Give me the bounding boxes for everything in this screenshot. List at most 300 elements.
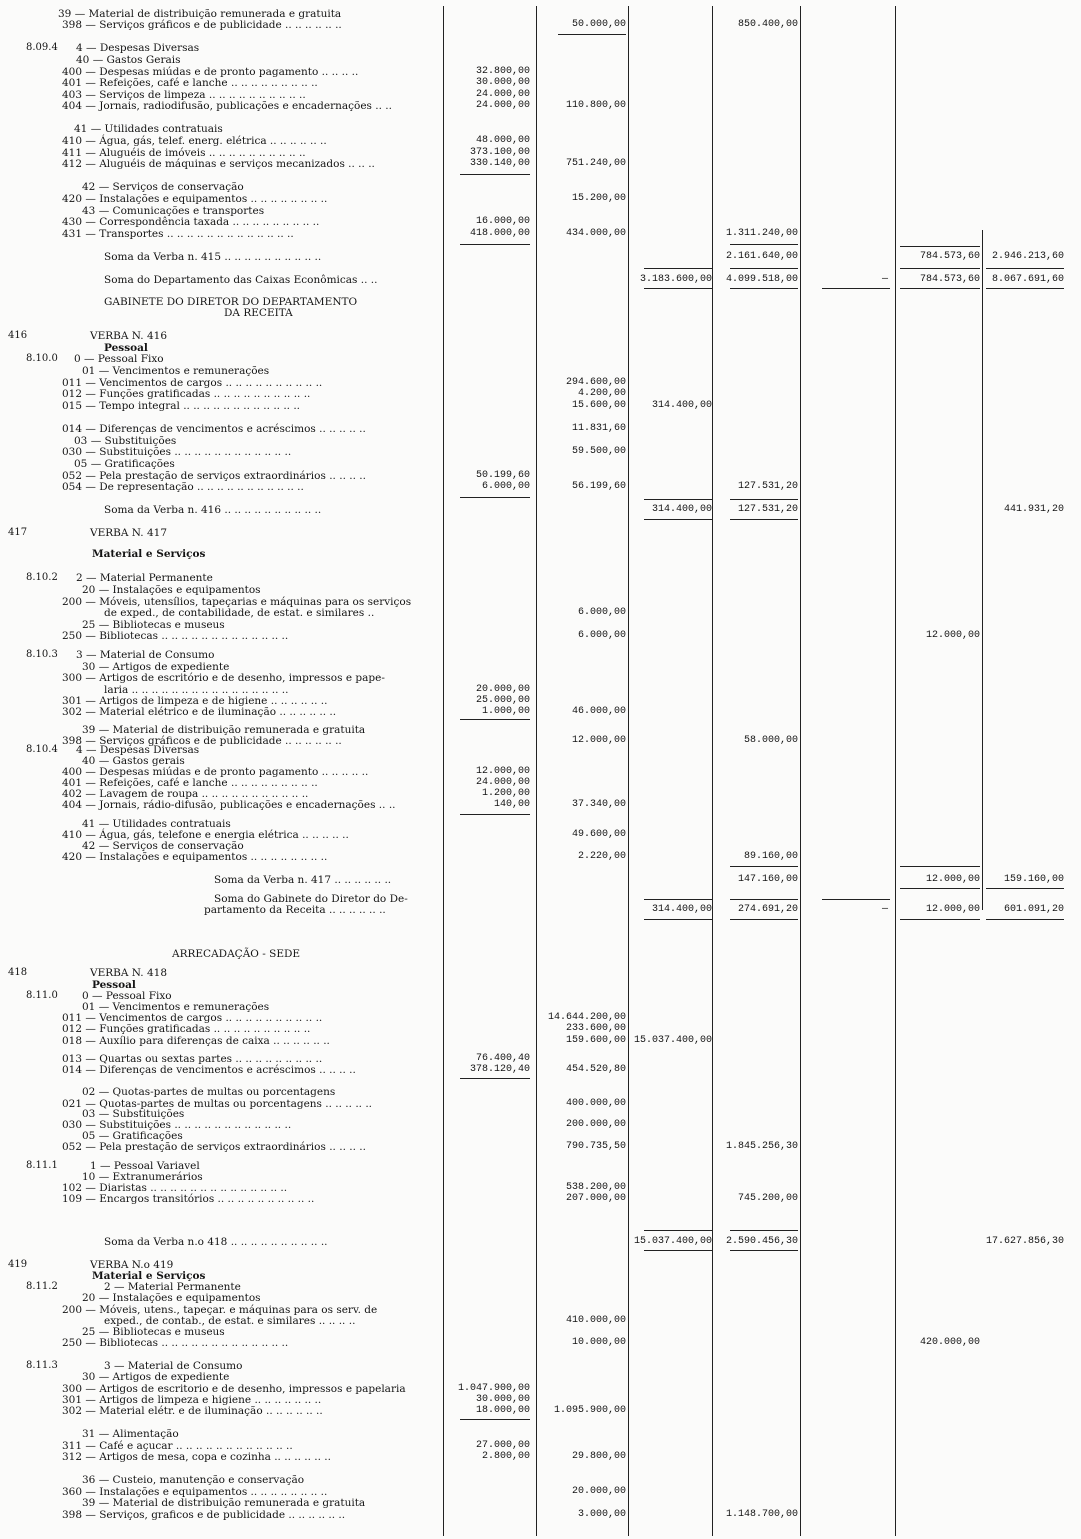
amount-c3: 3.183.600,00 [639,274,712,285]
ledger-line [0,874,1081,886]
amount-c1: 24.000,00 [475,89,530,100]
ledger-line [0,330,1081,342]
line-side-code: 8.11.0 [26,990,58,1001]
line-description: 03 — Substituições [74,435,177,447]
amount-c1: 24.000,00 [475,777,530,788]
amount-c4: 745.200,00 [737,1193,798,1204]
ledger-line [0,1474,1081,1486]
line-description: 401 — Refeições, café e lanche .. .. .. .. .. .. .. .. .. [62,777,318,789]
subtotal-rule [730,919,798,920]
amount-c1: 2.800,00 [481,1451,530,1462]
line-description: 410 — Água, gás, telefone e energia elétrica .. .. .. .. .. [62,829,349,841]
line-description: Soma do Departamento das Caixas Econômicas .. .. [104,274,378,286]
line-description: 05 — Gratificações [82,1130,183,1142]
line-description: 410 — Água, gás, telef. energ. elétrica .. .. .. .. .. .. [62,135,327,147]
amount-c1: 30.000,00 [475,77,530,88]
line-description: 401 — Refeições, café e lanche .. .. .. .. .. .. .. .. .. [62,77,318,89]
line-description: 400 — Despesas miúdas e de pronto pagamento .. .. .. .. .. [62,766,369,778]
line-description: 302 — Material elétr. e de iluminação .. .. .. .. .. .. [62,1405,323,1417]
ledger-line [0,193,1081,205]
ledger-line [0,77,1081,89]
line-description: 10 — Extranumerários [82,1171,203,1183]
line-description: 4 — Despesas Diversas [76,42,200,54]
amount-c1: 1.047.900,00 [457,1383,530,1394]
ledger-line [0,706,1081,718]
line-description: 42 — Serviços de conservação [82,840,244,852]
line-side-code: 419 [8,1259,28,1270]
line-description: 430 — Correspondência taxada .. .. .. .. .. .. .. .. .. [62,216,320,228]
line-description: 40 — Gastos Gerais [76,54,181,66]
line-description: 404 — Jornais, rádio-difusão, publicações e encadernações .. .. [62,799,396,811]
ledger-line [0,251,1081,263]
ledger-line [0,42,1081,54]
amount-c4: 850.400,00 [737,19,798,30]
line-description: 4 — Despesas Diversas [76,744,200,756]
ledger-line [0,548,1081,560]
subtotal-rule [730,268,798,269]
amount-c2: 434.000,00 [565,228,626,239]
amount-c2: 50.000,00 [571,19,626,30]
subtotal-rule [460,174,530,175]
amount-c6: 420.000,00 [919,1337,980,1348]
amount-c1: 16.000,00 [475,216,530,227]
line-description: 25 — Bibliotecas e museus [82,1326,225,1338]
amount-c1: 25.000,00 [475,695,530,706]
line-side-code: 416 [8,330,28,341]
amount-c4: 2.161.640,00 [725,251,798,262]
line-description: 39 — Material de distribuição remunerada e gratuita [58,8,342,20]
line-description: 012 — Funções gratificadas .. .. .. .. .. .. .. .. .. .. [62,388,311,400]
amount-c2: 6.000,00 [577,630,626,641]
line-description: 01 — Vencimentos e remunerações [82,365,270,377]
amount-c1: 418.000,00 [469,228,530,239]
amount-c2: 56.199,60 [571,481,626,492]
ledger-line [0,400,1081,412]
line-description: 25 — Bibliotecas e museus [82,619,225,631]
ledger-line [0,967,1081,979]
subtotal-rule [730,1250,798,1251]
line-description: 2 — Material Permanente [104,1281,241,1293]
subtotal-rule [558,34,626,35]
amount-c6: 12.000,00 [925,904,980,915]
ledger-line [0,307,1081,319]
amount-c7: 441.931,20 [1003,504,1064,515]
amount-c2: 294.600,00 [565,377,626,388]
amount-c1: 12.000,00 [475,766,530,777]
ledger-line [0,19,1081,31]
line-description: 014 — Diferenças de vencimentos e acréscimos .. .. .. .. .. [62,423,366,435]
line-description: 398 — Serviços, graficos e de publicidade .. .. .. .. .. .. [62,1509,346,1521]
ledger-line [0,904,1081,916]
line-description: 3 — Material de Consumo [76,649,215,661]
ledger-line [0,1236,1081,1248]
ledger-line [0,158,1081,170]
amount-c2: 6.000,00 [577,607,626,618]
amount-c6: 784.573,60 [919,251,980,262]
ledger-line [0,527,1081,539]
line-description: 012 — Funções gratificadas .. .. .. .. .. .. .. .. .. .. [62,1023,311,1035]
line-description: 39 — Material de distribuição remunerada e gratuita [82,724,366,736]
line-description: 411 — Aluguéis de imóveis .. .. .. .. .. .. .. .. .. .. [62,147,306,159]
amount-c2: 15.600,00 [571,400,626,411]
line-description: partamento da Receita .. .. .. .. .. .. [204,904,386,916]
ledger-line [0,228,1081,240]
subtotal-rule [900,919,980,920]
amount-c1: 76.400,40 [475,1053,530,1064]
line-description: 30 — Artigos de expediente [82,661,230,673]
line-description: 250 — Bibliotecas .. .. .. .. .. .. .. .. .. .. .. .. .. [62,630,289,642]
ledger-line [0,1371,1081,1383]
subtotal-rule [900,888,980,889]
subtotal-rule [986,268,1064,269]
amount-c2: 454.520,80 [565,1064,626,1075]
amount-c1: 50.199,60 [475,470,530,481]
line-side-code: 8.11.2 [26,1281,58,1292]
ledger-line [0,851,1081,863]
line-description: 312 — Artigos de mesa, copa e cozinha .. .. .. .. .. .. [62,1451,331,1463]
line-description: 0 — Pessoal Fixo [82,990,172,1002]
line-description: 301 — Artigos de limpeza e de higiene .. .. .. .. .. .. [62,695,328,707]
line-description: 402 — Lavagem de roupa .. .. .. .. .. .. .. .. .. .. .. [62,788,309,800]
line-description: 200 — Móveis, utensílios, tapeçarias e máquinas para os serviços [62,596,412,608]
amount-c1: 1.200,00 [481,788,530,799]
line-description: 0 — Pessoal Fixo [74,353,164,365]
amount-c7: 159.160,00 [1003,874,1064,885]
line-description: 43 — Comunicações e transportes [82,205,265,217]
amount-c1: 30.000,00 [475,1394,530,1405]
line-side-code: 8.10.2 [26,572,58,583]
ledger-line [0,607,1081,619]
line-description: 200 — Móveis, utens., tapeçar. e máquinas para os serv. de [62,1304,378,1316]
ledger-line [0,649,1081,661]
amount-c4: 127.531,20 [737,504,798,515]
subtotal-rule [460,244,530,245]
ledger-line [0,572,1081,584]
subtotal-rule [730,519,798,520]
line-description: 013 — Quartas ou sextas partes .. .. .. .. .. .. .. .. .. [62,1053,323,1065]
ledger-line [0,1451,1081,1463]
ledger-line [0,135,1081,147]
line-description: 300 — Artigos de escritorio e de desenho, impressos e papelaria [62,1383,406,1395]
ledger-line [0,100,1081,112]
ledger-line [0,274,1081,286]
ledger-line [0,1141,1081,1153]
line-description: 403 — Serviços de limpeza .. .. .. .. .. .. .. .. .. .. [62,89,306,101]
line-description: 41 — Utilidades contratuais [74,123,223,135]
ledger-line [0,1023,1081,1035]
line-description: 398 — Serviços gráficos e de publicidade .. .. .. .. .. .. [62,735,342,747]
line-description: 301 — Artigos de limpeza e higiene .. .. .. .. .. .. .. [62,1394,322,1406]
amount-c2: 2.220,00 [577,851,626,862]
amount-c2: 49.600,00 [571,829,626,840]
amount-c4: 127.531,20 [737,481,798,492]
ledger-line [0,1405,1081,1417]
line-description: 400 — Despesas miúdas e de pronto pagamento .. .. .. .. [62,66,359,78]
line-description: 011 — Vencimentos de cargos .. .. .. .. .. .. .. .. .. .. [62,1012,323,1024]
ledger-line [0,1086,1081,1098]
subtotal-rule [900,268,980,269]
line-description: 398 — Serviços gráficos e de publicidade .. .. .. .. .. .. [62,19,342,31]
amount-c2: 207.000,00 [565,1193,626,1204]
subtotal-rule [644,268,712,269]
subtotal-rule [730,288,798,289]
amount-c2: 538.200,00 [565,1182,626,1193]
ledger-line [0,181,1081,193]
line-description: 011 — Vencimentos de cargos .. .. .. .. .. .. .. .. .. .. [62,377,323,389]
subtotal-rule [986,888,1064,889]
ledger-line [0,1292,1081,1304]
line-description: 39 — Material de distribuição remunerada e gratuita [82,1497,366,1509]
line-description: VERBA N.o 419 [90,1259,174,1271]
ledger-line [0,1064,1081,1076]
line-description: 052 — Pela prestação de serviços extraordinários .. .. .. .. [62,470,366,482]
amount-c1: 20.000,00 [475,684,530,695]
ledger-line [0,672,1081,684]
subtotal-rule [730,499,798,500]
line-description: 40 — Gastos gerais [82,755,185,767]
amount-c3: 314.400,00 [651,400,712,411]
ledger-line [0,799,1081,811]
subtotal-rule [460,1078,530,1079]
line-side-code: 8.11.3 [26,1360,58,1371]
amount-c2: 15.200,00 [571,193,626,204]
amount-c1: 373.100,00 [469,147,530,158]
line-description: GABINETE DO DIRETOR DO DEPARTAMENTO [104,296,358,308]
amount-c2: 10.000,00 [571,1337,626,1348]
amount-c4: 1.845.256,30 [725,1141,798,1152]
line-side-code: 417 [8,527,28,538]
amount-c2: 200.000,00 [565,1119,626,1130]
amount-c2: 59.500,00 [571,446,626,457]
line-side-code: 418 [8,967,28,978]
line-description: 41 — Utilidades contratuais [82,818,231,830]
amount-c3: 314.400,00 [651,504,712,515]
line-description: 20 — Instalações e equipamentos [82,584,261,596]
line-description: VERBA N. 417 [90,527,168,539]
line-description: 01 — Vencimentos e remunerações [82,1001,270,1013]
ledger-line [0,365,1081,377]
line-description: 05 — Gratificações [74,458,175,470]
subtotal-rule [644,919,712,920]
line-description: 018 — Auxílio para diferenças de caixa .. .. .. .. .. .. [62,1035,330,1047]
line-description: 36 — Custeio, manutenção e conservação [82,1474,305,1486]
subtotal-rule [644,499,712,500]
amount-c7: 2.946.213,60 [991,251,1064,262]
line-description: 052 — Pela prestação de serviços extraordinários .. .. .. .. [62,1141,366,1153]
amount-c4: 89.160,00 [743,851,798,862]
amount-c7: 601.091,20 [1003,904,1064,915]
line-description: Soma da Verba n. 415 .. .. .. .. .. .. .. .. .. .. [104,251,322,263]
amount-c2: 233.600,00 [565,1023,626,1034]
line-description: 02 — Quotas-partes de multas ou porcentagens [82,1086,336,1098]
line-description: 20 — Instalações e equipamentos [82,1292,261,1304]
line-side-code: 8.10.3 [26,649,58,660]
line-description: VERBA N. 418 [90,967,168,979]
subtotal-rule [644,288,712,289]
line-description: 014 — Diferenças de vencimentos e acréscimos .. .. .. .. [62,1064,356,1076]
amount-c4: 274.691,20 [737,904,798,915]
line-side-code: 8.10.4 [26,744,58,755]
ledger-line [0,1337,1081,1349]
amount-c1: 32.800,00 [475,66,530,77]
line-description: 404 — Jornais, radiodifusão, publicações e encadernações .. .. [62,100,392,112]
amount-c6: 784.573,60 [919,274,980,285]
line-description: 102 — Diaristas .. .. .. .. .. .. .. .. .. .. .. .. .. .. [62,1182,288,1194]
line-description: Soma da Verba n.o 418 .. .. .. .. .. .. .. .. .. .. [104,1236,328,1248]
line-description: 030 — Substituições .. .. .. .. .. .. .. .. .. .. .. .. [62,446,292,458]
line-description: 300 — Artigos de escritório e de desenho, impressos e pape- [62,672,385,684]
amount-c6: 12.000,00 [925,630,980,641]
subtotal-rule [644,1230,712,1231]
ledger-line [0,123,1081,135]
amount-c1: 6.000,00 [481,481,530,492]
ledger-line [0,1193,1081,1205]
subtotal-rule [730,1230,798,1231]
line-description: 03 — Substituições [82,1108,185,1120]
ledger-line [0,1428,1081,1440]
amount-c2: 159.600,00 [565,1035,626,1046]
amount-c2: 29.800,00 [571,1451,626,1462]
amount-c4: 1.311.240,00 [725,228,798,239]
amount-c4: 2.590.456,30 [725,1236,798,1247]
ledger-line [0,423,1081,435]
subtotal-rule [900,866,980,867]
amount-c2: 37.340,00 [571,799,626,810]
ledger-line [0,1497,1081,1509]
amount-c2: 20.000,00 [571,1486,626,1497]
ledger-line [0,54,1081,66]
line-description: ARRECADAÇÃO - SEDE [172,948,301,960]
ledger-line [0,388,1081,400]
line-description: VERBA N. 416 [90,330,168,342]
ledger-line [0,216,1081,228]
ledger-line [0,1509,1081,1521]
line-description: Soma do Gabinete do Diretor do De- [214,893,408,905]
subtotal-rule [460,1419,530,1420]
amount-c2: 14.644.200,00 [547,1012,626,1023]
amount-c1: 18.000,00 [475,1405,530,1416]
ledger-line [0,584,1081,596]
ledger-line [0,353,1081,365]
amount-c4: 1.148.700,00 [725,1509,798,1520]
amount-c7: 8.067.691,60 [991,274,1064,285]
amount-c2: 3.000,00 [577,1509,626,1520]
line-description: 30 — Artigos de expediente [82,1371,230,1383]
subtotal-rule [822,288,890,289]
amount-c2: 751.240,00 [565,158,626,169]
line-description: 420 — Instalações e equipamentos .. .. .. .. .. .. .. .. [62,193,328,205]
ledger-line [0,948,1081,960]
line-description: 42 — Serviços de conservação [82,181,244,193]
subtotal-rule [644,1250,712,1251]
ledger-line [0,504,1081,516]
line-description: Soma da Verba n. 416 .. .. .. .. .. .. .. .. .. .. [104,504,322,516]
amount-c3: 15.037.400,00 [633,1035,712,1046]
amount-c7: 17.627.856,30 [985,1236,1064,1247]
ledger-line [0,446,1081,458]
amount-c1: 140,00 [493,799,530,810]
line-description: 021 — Quotas-partes de multas ou porcentagens .. .. .. .. .. [62,1098,373,1110]
line-description: Material e Serviços [92,1270,206,1282]
line-side-code: 8.10.0 [26,353,58,364]
subtotal-rule [644,519,712,520]
amount-c4: 147.160,00 [737,874,798,885]
line-description: 054 — De representação .. .. .. .. .. .. .. .. .. .. .. [62,481,304,493]
line-description: 015 — Tempo integral .. .. .. .. .. .. .. .. .. .. .. .. [62,400,301,412]
ledger-line [0,1035,1081,1047]
subtotal-rule [730,244,798,245]
amount-c2: 4.200,00 [577,388,626,399]
amount-c2: 11.831,60 [571,423,626,434]
amount-c3: 15.037.400,00 [633,1236,712,1247]
line-description: Pessoal [92,979,136,991]
line-description: laria .. .. .. .. .. .. .. .. .. .. .. .. .. .. .. .. [104,684,289,696]
amount-c5: — [881,274,888,285]
line-description: Material e Serviços [92,548,206,560]
amount-c1: 330.140,00 [469,158,530,169]
line-description: 3 — Material de Consumo [104,1360,243,1372]
amount-c2: 46.000,00 [571,706,626,717]
line-description: 030 — Substituições .. .. .. .. .. .. .. .. .. .. .. .. [62,1119,292,1131]
line-description: 302 — Material elétrico e de iluminação .. .. .. .. .. .. [62,706,337,718]
amount-c6: 12.000,00 [925,874,980,885]
amount-c2: 110.800,00 [565,100,626,111]
line-description: 31 — Alimentação [82,1428,179,1440]
amount-c2: 12.000,00 [571,735,626,746]
subtotal-rule [986,919,1064,920]
ledger-line [0,630,1081,642]
amount-c2: 410.000,00 [565,1315,626,1326]
subtotal-rule [900,288,980,289]
amount-c3: 314.400,00 [651,904,712,915]
line-description: Pessoal [104,342,148,354]
line-description: 2 — Material Permanente [76,572,213,584]
amount-c4: 4.099.518,00 [725,274,798,285]
line-description: 431 — Transportes .. .. .. .. .. .. .. .. .. .. .. .. .. [62,228,294,240]
line-description: 311 — Café e açucar .. .. .. .. .. .. .. .. .. .. .. .. [62,1440,293,1452]
subtotal-rule [460,719,530,720]
line-description: 412 — Aluguéis de máquinas e serviços mecanizados .. .. .. [62,158,375,170]
amount-c2: 400.000,00 [565,1098,626,1109]
amount-c1: 1.000,00 [481,706,530,717]
line-description: Soma da Verba n. 417 .. .. .. .. .. .. [214,874,392,886]
line-description: 250 — Bibliotecas .. .. .. .. .. .. .. .. .. .. .. .. .. [62,1337,289,1349]
amount-c1: 27.000,00 [475,1440,530,1451]
line-description: DA RECEITA [224,307,293,319]
subtotal-rule [900,246,980,247]
line-description: 360 — Instalações e equipamentos .. .. .. .. .. .. .. .. [62,1486,328,1498]
ledger-line [0,458,1081,470]
amount-c1: 24.000,00 [475,100,530,111]
subtotal-rule [986,288,1064,289]
ledger-line [0,481,1081,493]
amount-c2: 1.095.900,00 [553,1405,626,1416]
line-description: 109 — Encargos transitórios .. .. .. .. .. .. .. .. .. .. [62,1193,315,1205]
line-side-code: 8.11.1 [26,1160,58,1171]
subtotal-rule [460,814,530,815]
amount-c2: 790.735,50 [565,1141,626,1152]
line-description: exped., de contab., de estat. e similares .. .. .. .. [104,1315,356,1327]
line-description: 420 — Instalações e equipamentos .. .. .. .. .. .. .. .. [62,851,328,863]
amount-c4: 58.000,00 [743,735,798,746]
amount-c1: 378.120,40 [469,1064,530,1075]
line-description: de exped., de contabilidade, de estat. e similares .. [104,607,375,619]
amount-c1: 48.000,00 [475,135,530,146]
subtotal-rule [460,497,530,498]
amount-c5: — [881,904,888,915]
line-side-code: 8.09.4 [26,42,58,53]
line-description: 1 — Pessoal Variavel [90,1160,200,1172]
